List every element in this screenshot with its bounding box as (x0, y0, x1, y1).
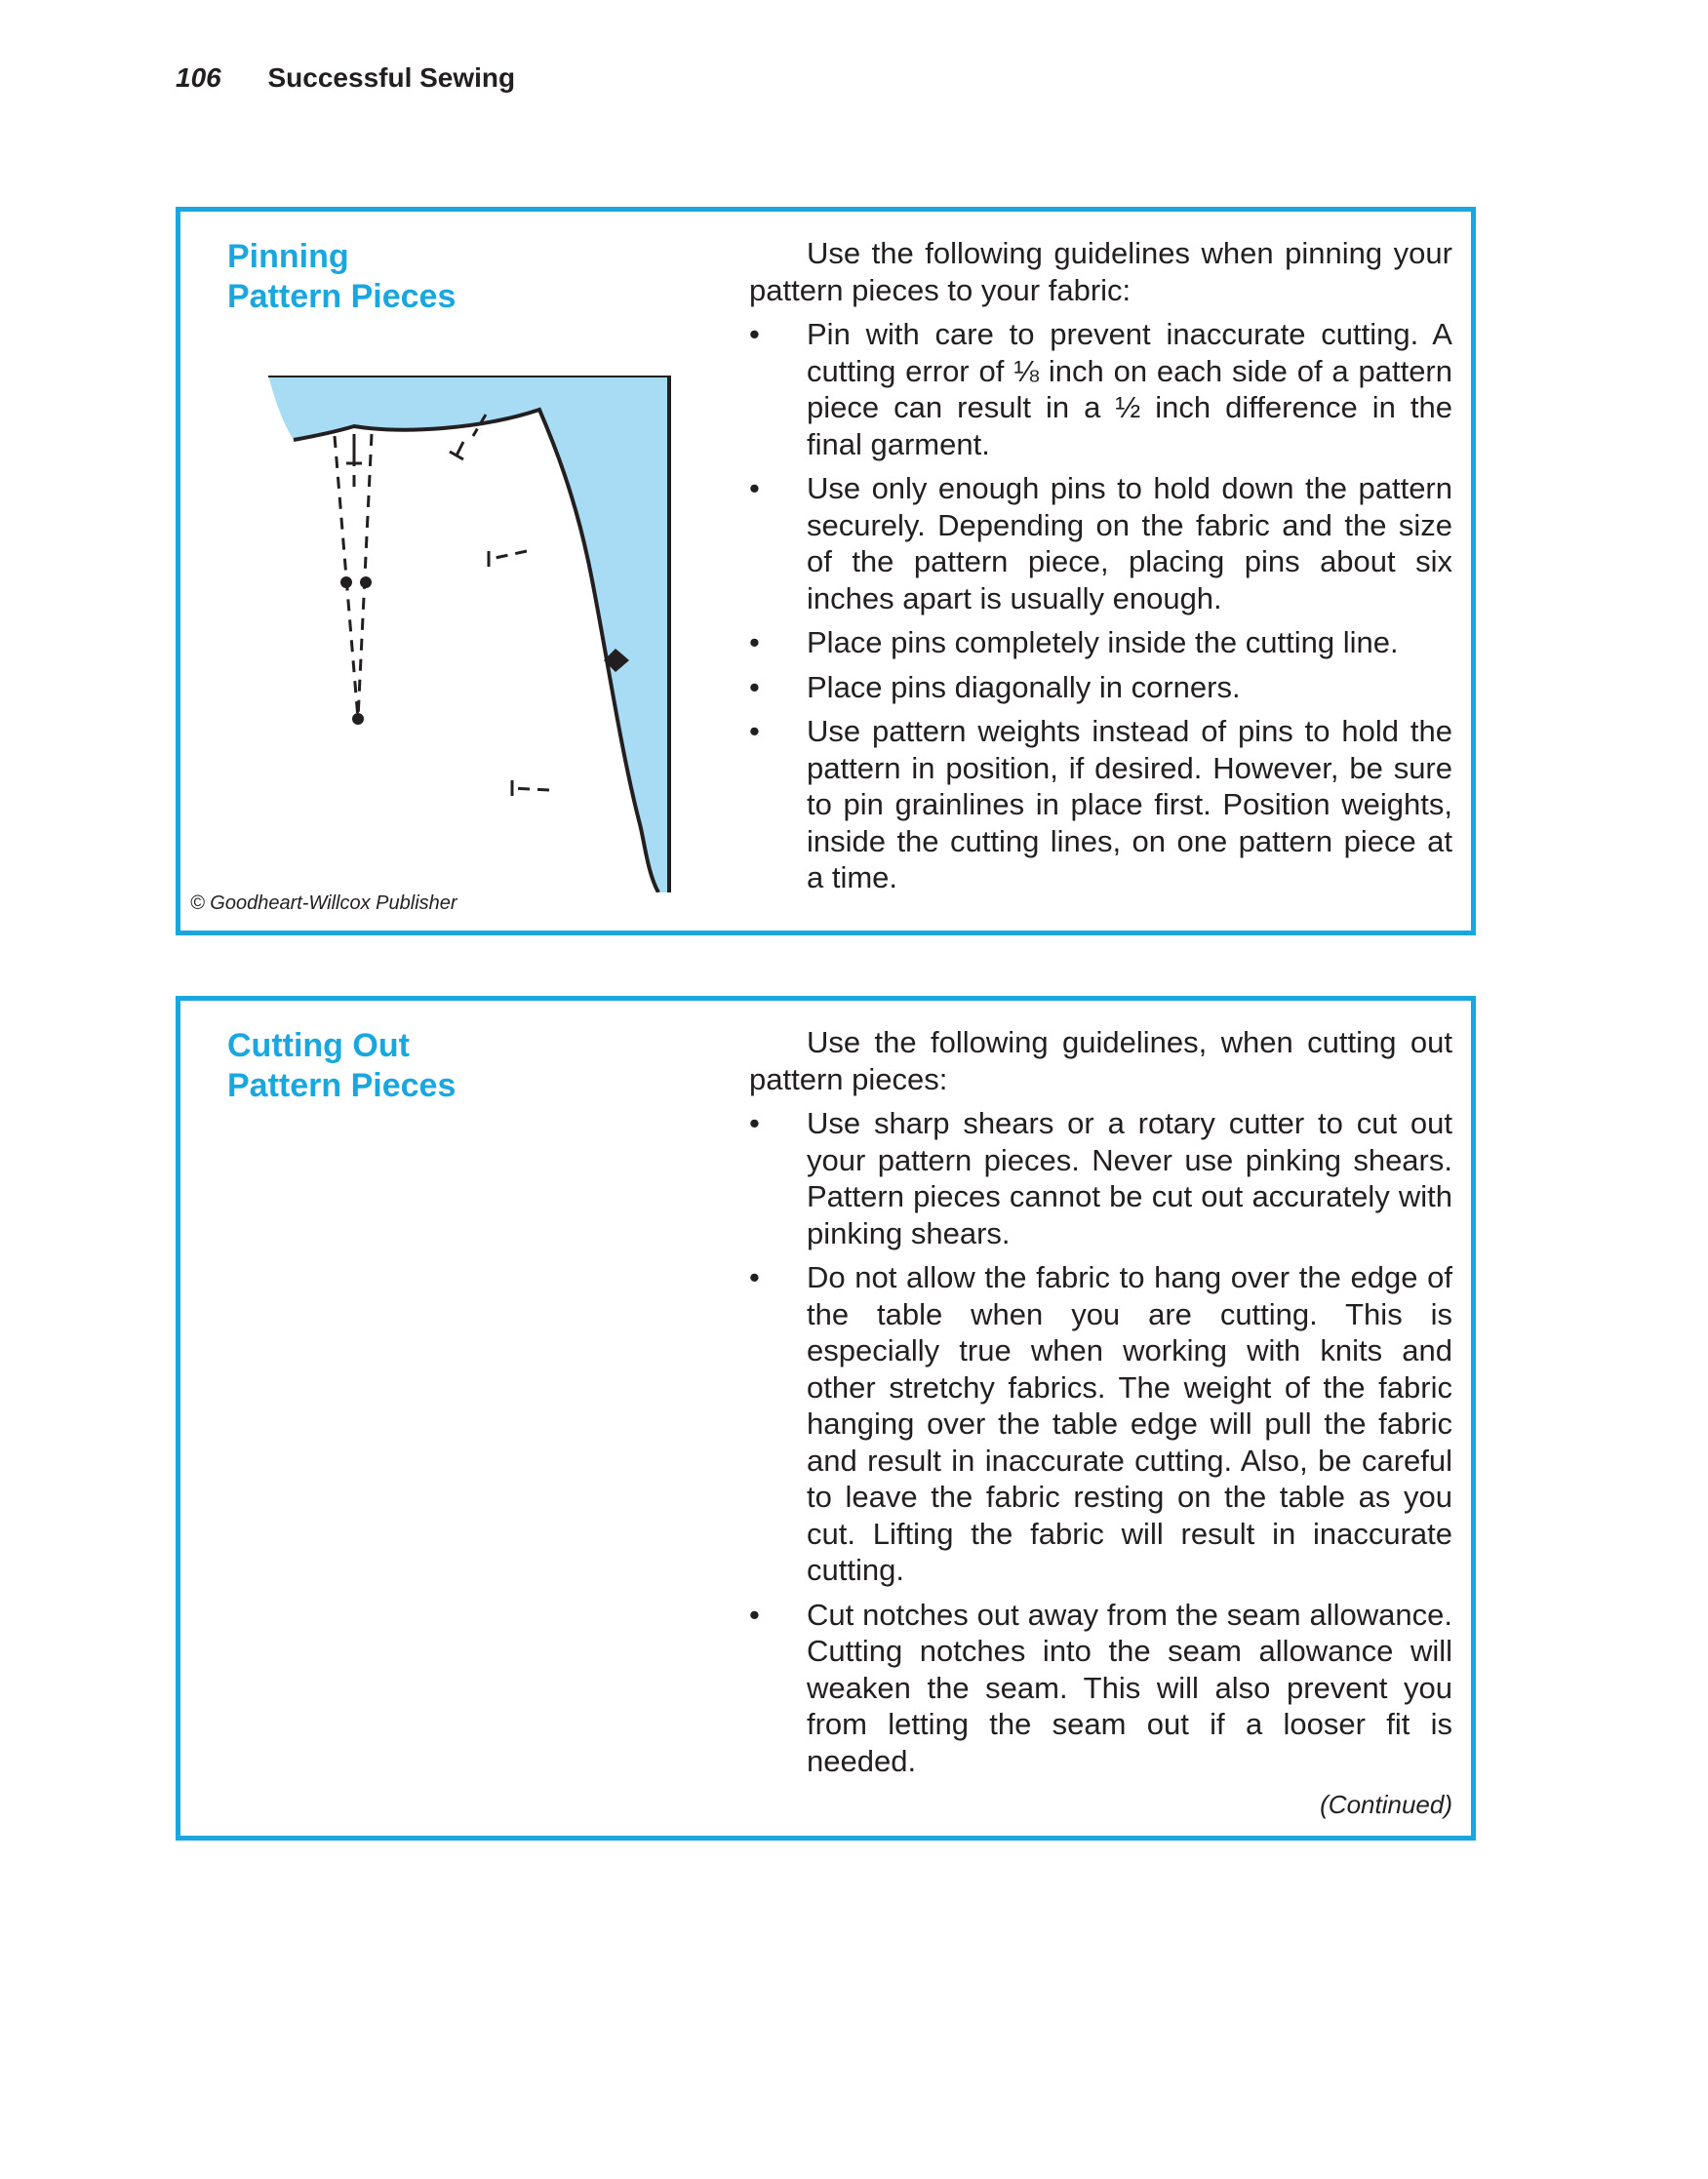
pinning-bullet-list (749, 316, 1452, 896)
bullet-dot: • (749, 625, 760, 659)
cutting-bullet-list (749, 1105, 1452, 1779)
cutting-title-line1: Cutting Out (227, 1027, 410, 1064)
pinning-title-line2: Pattern Pieces (227, 278, 457, 315)
pinning-box (176, 207, 1476, 935)
page-number: 106 (176, 62, 221, 93)
pinning-text (749, 235, 1452, 904)
bullet-dot: • (749, 1597, 760, 1632)
cutting-box (176, 996, 1476, 1841)
bullet-dot: • (749, 471, 760, 505)
pinning-title-line1: Pinning (227, 238, 349, 275)
bullet-dot: • (749, 1260, 760, 1294)
dart-markings (335, 434, 372, 719)
pinning-title (227, 237, 456, 317)
list-item: • Use pattern weights instead of pins to hold the pattern in position, if desired. However, be sure to pin grainlines in place first. Position weights, inside the cutting lines, on one pattern piece at a time. (749, 714, 1452, 894)
bullet-dot: • (749, 1106, 760, 1140)
list-item: • Use only enough pins to hold down the pattern securely. Depending on the fabric and the size of the pattern piece, placing pins about six inches apart is usually enough. (749, 471, 1452, 615)
list-item: • Place pins completely inside the cutting line. (749, 625, 1399, 659)
list-item: • Pin with care to prevent inaccurate cutting. A cutting error of ⅛ inch on each side of a pattern piece can result in a ½ inch difference in the final garment. (749, 317, 1452, 461)
book-title: Successful Sewing (267, 62, 516, 93)
cutting-title-line2: Pattern Pieces (227, 1067, 457, 1104)
fabric-area (268, 376, 669, 892)
pin-marks (346, 415, 549, 796)
pinning-intro: Use the following guidelines when pinning your pattern pieces to your fabric: (749, 236, 1452, 307)
cutting-intro: Use the following guidelines, when cutting out pattern pieces: (749, 1025, 1452, 1096)
continued-label: (Continued) (1320, 1790, 1452, 1819)
cutting-text (749, 1024, 1452, 1824)
cutting-title (227, 1026, 456, 1106)
bullet-dot: • (749, 317, 760, 351)
list-item: • Place pins diagonally in corners. (749, 669, 1241, 704)
list-item: • Do not allow the fabric to hang over the edge of the table when you are cutting. This is especially true when working with knits and other stretchy fabrics. The weight of the fabric hanging over the table edge will pull the fabric and result in inaccurate cutting. Also, be careful to leave the fabric resting on the table as you cut. Lifting the fabric will result in inaccurate cutting. (749, 1260, 1452, 1587)
image-credit: © Goodheart-Willcox Publisher (190, 892, 457, 914)
list-item: • Cut notches out away from the seam allowance. Cutting notches into the seam allowance will weaken the seam. This will also prevent you from letting the seam out if a looser fit is needed. (749, 1597, 1452, 1778)
bullet-dot: • (749, 714, 760, 748)
bullet-dot: • (749, 669, 760, 704)
pinning-illustration (257, 376, 686, 892)
running-head (176, 62, 515, 94)
list-item: • Use sharp shears or a rotary cutter to cut out your pattern pieces. Never use pinking shears. Pattern pieces cannot be cut out accurately with pinking shears. (749, 1106, 1452, 1250)
